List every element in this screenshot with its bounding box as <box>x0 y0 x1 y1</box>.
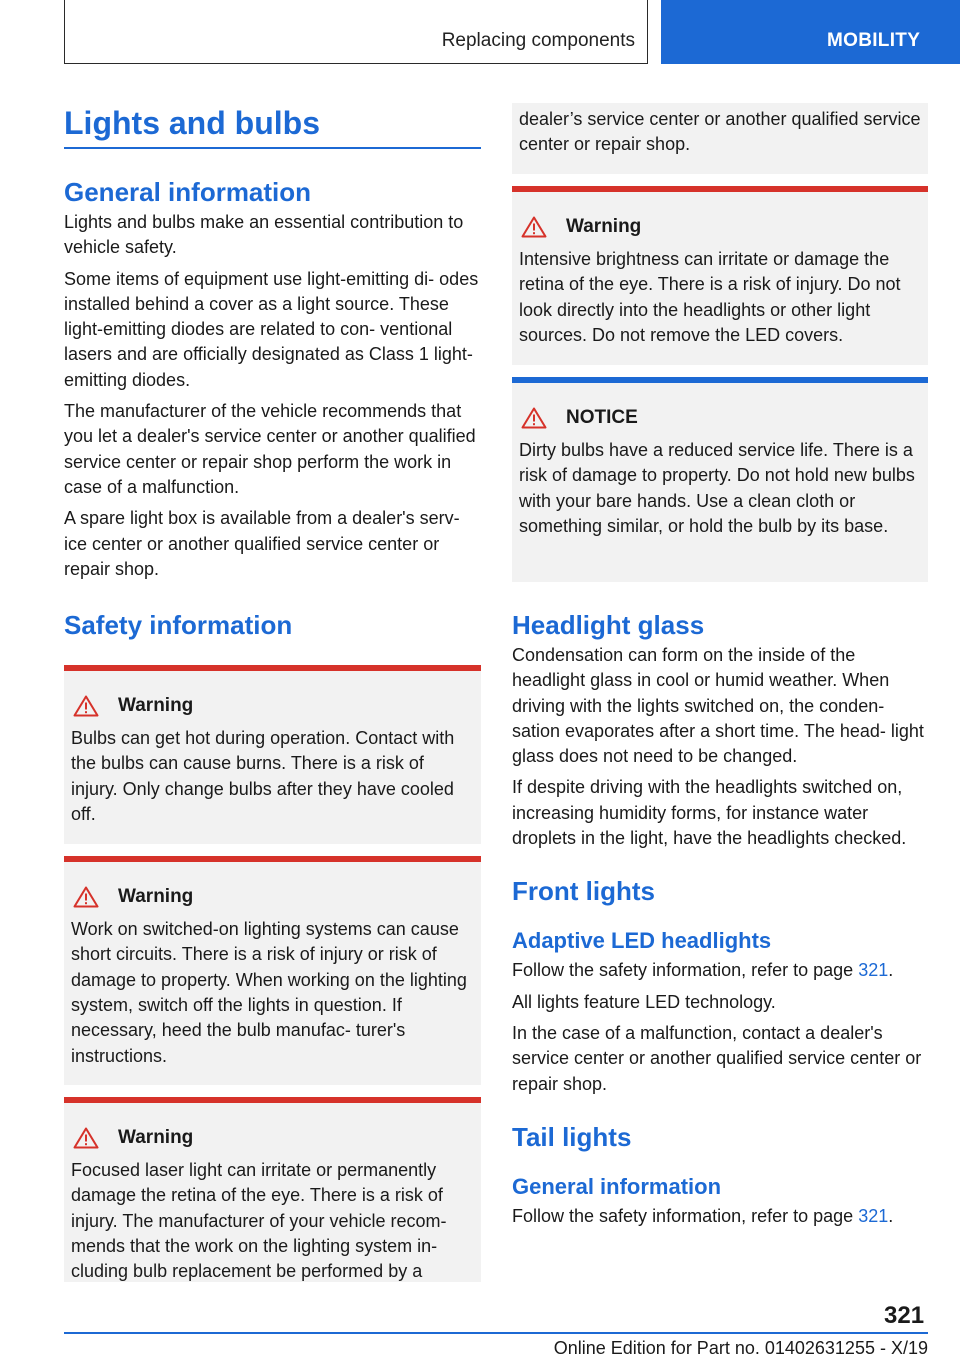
right-column <box>512 103 928 1229</box>
general-paragraph-3: The manufacturer of the vehicle recommends that you let a dealer's service center or another qualified service center or repair shop perform the work in case of a malfunction. <box>64 401 476 497</box>
general-paragraph-2: Some items of equipment use light-emitting di‐ odes installed behind a cover as a light source. These light-emitting diodes are related to con‐ ventional lasers and are officially designated as Class 1 light-emitting diodes. <box>64 268 479 390</box>
general-paragraph-4: A spare light box is available from a dealer's serv‐ ice center or another qualified service center or repair shop. <box>64 508 460 579</box>
header-section-box <box>64 0 648 64</box>
general-information-heading: General information <box>64 177 312 207</box>
tail-general-heading: General information <box>512 1173 722 1199</box>
front-lights-heading: Front lights <box>512 876 655 907</box>
adaptive-paragraph-3: In the case of a malfunction, contact a dealer's service center or another qualified service center or repair shop. <box>512 1022 922 1094</box>
adaptive-paragraph-1 <box>512 958 928 983</box>
left-column <box>64 103 481 1282</box>
adaptive-paragraph-2: All lights feature LED technology. <box>512 991 776 1012</box>
adaptive-led-heading: Adaptive LED headlights <box>512 928 772 954</box>
warning-box-2 <box>64 856 481 1085</box>
tail-ref-text: Follow the safety information, refer to page <box>512 1205 859 1226</box>
warning-label: Warning <box>118 1127 194 1149</box>
notice-triangle-icon <box>521 407 547 429</box>
warning-box-continued <box>512 103 928 174</box>
tail-ref-period: . <box>888 1205 894 1226</box>
adaptive-ref-period: . <box>888 960 894 981</box>
tail-lights-heading: Tail lights <box>512 1121 632 1152</box>
page-number: 321 <box>884 1302 925 1329</box>
tail-paragraph-1 <box>512 1204 928 1229</box>
glass-paragraph-1: Condensation can form on the inside of the headlight glass in cool or humid weather. When driving with the lights switched on, the conden‐ sation evaporates after a short time. The head‐ light glass does not need to be changed. <box>512 645 924 767</box>
warning-triangle-icon <box>73 1127 99 1149</box>
page-link-321[interactable]: 321 <box>858 960 889 981</box>
warning-triangle-icon <box>73 695 99 717</box>
notice-label: NOTICE <box>566 407 638 428</box>
warning-box-1 <box>64 665 481 844</box>
glass-paragraph-2: If despite driving with the headlights switched on, increasing humidity forms, for instance water droplets in the light, have the headlights checked. <box>512 777 907 849</box>
notice-text: Dirty bulbs have a reduced service life. There is a risk of damage to property. Do not hold new bulbs with your bare hands. Use a clean cloth or something similar, or hold the bulb by its base. <box>519 440 915 536</box>
warning-label: Warning <box>566 216 642 237</box>
warning-label: Warning <box>118 886 194 908</box>
page-link-321[interactable]: 321 <box>858 1205 889 1226</box>
footer-edition-line <box>0 1338 928 1359</box>
warning-continued-text: dealer’s service center or another qualified service center or repair shop. <box>519 109 921 155</box>
general-paragraph-1: Lights and bulbs make an essential contribution to vehicle safety. <box>64 212 464 258</box>
notice-box <box>512 377 928 582</box>
header-chapter-tab <box>661 0 960 64</box>
headlight-glass-heading: Headlight glass <box>512 610 705 640</box>
page-title: Lights and bulbs <box>64 105 320 141</box>
warning-box-4 <box>512 186 928 365</box>
header-chapter-title: MOBILITY <box>827 30 921 51</box>
warning-text: Work on switched-on lighting systems can cause short circuits. There is a risk of injury or risk of damage to property. When working on the lighting system, switch off the lights in question. If necessary, heed the bulb manufac‐ turer's instructions. <box>71 919 467 1066</box>
warning-text: Intensive brightness can irritate or damage the retina of the eye. There is a risk of injury. Do not look directly into the headlights or other light sources. Do not remove the LED covers. <box>519 249 901 345</box>
warning-triangle-icon <box>521 216 547 238</box>
warning-triangle-icon <box>73 886 99 908</box>
footer-rule <box>64 1332 928 1334</box>
warning-text: Bulbs can get hot during operation. Contact with the bulbs can cause burns. There is a risk of injury. Only change bulbs after they have cooled off. <box>71 728 455 825</box>
warning-box-3 <box>64 1097 481 1282</box>
adaptive-ref-text: Follow the safety information, refer to page <box>512 960 859 981</box>
footer-edition: Online Edition for Part no. 01402631255 - X/19 <box>553 1338 928 1358</box>
header-section-title: Replacing components <box>441 30 635 51</box>
warning-label: Warning <box>118 695 194 717</box>
warning-text: Focused laser light can irritate or permanently damage the retina of the eye. There is a risk of injury. The manufacturer of your vehicle recom‐ mends that the work on the lighting system in‐ cluding bulb replacement be performed by a <box>71 1160 447 1282</box>
safety-information-heading: Safety information <box>64 610 293 641</box>
